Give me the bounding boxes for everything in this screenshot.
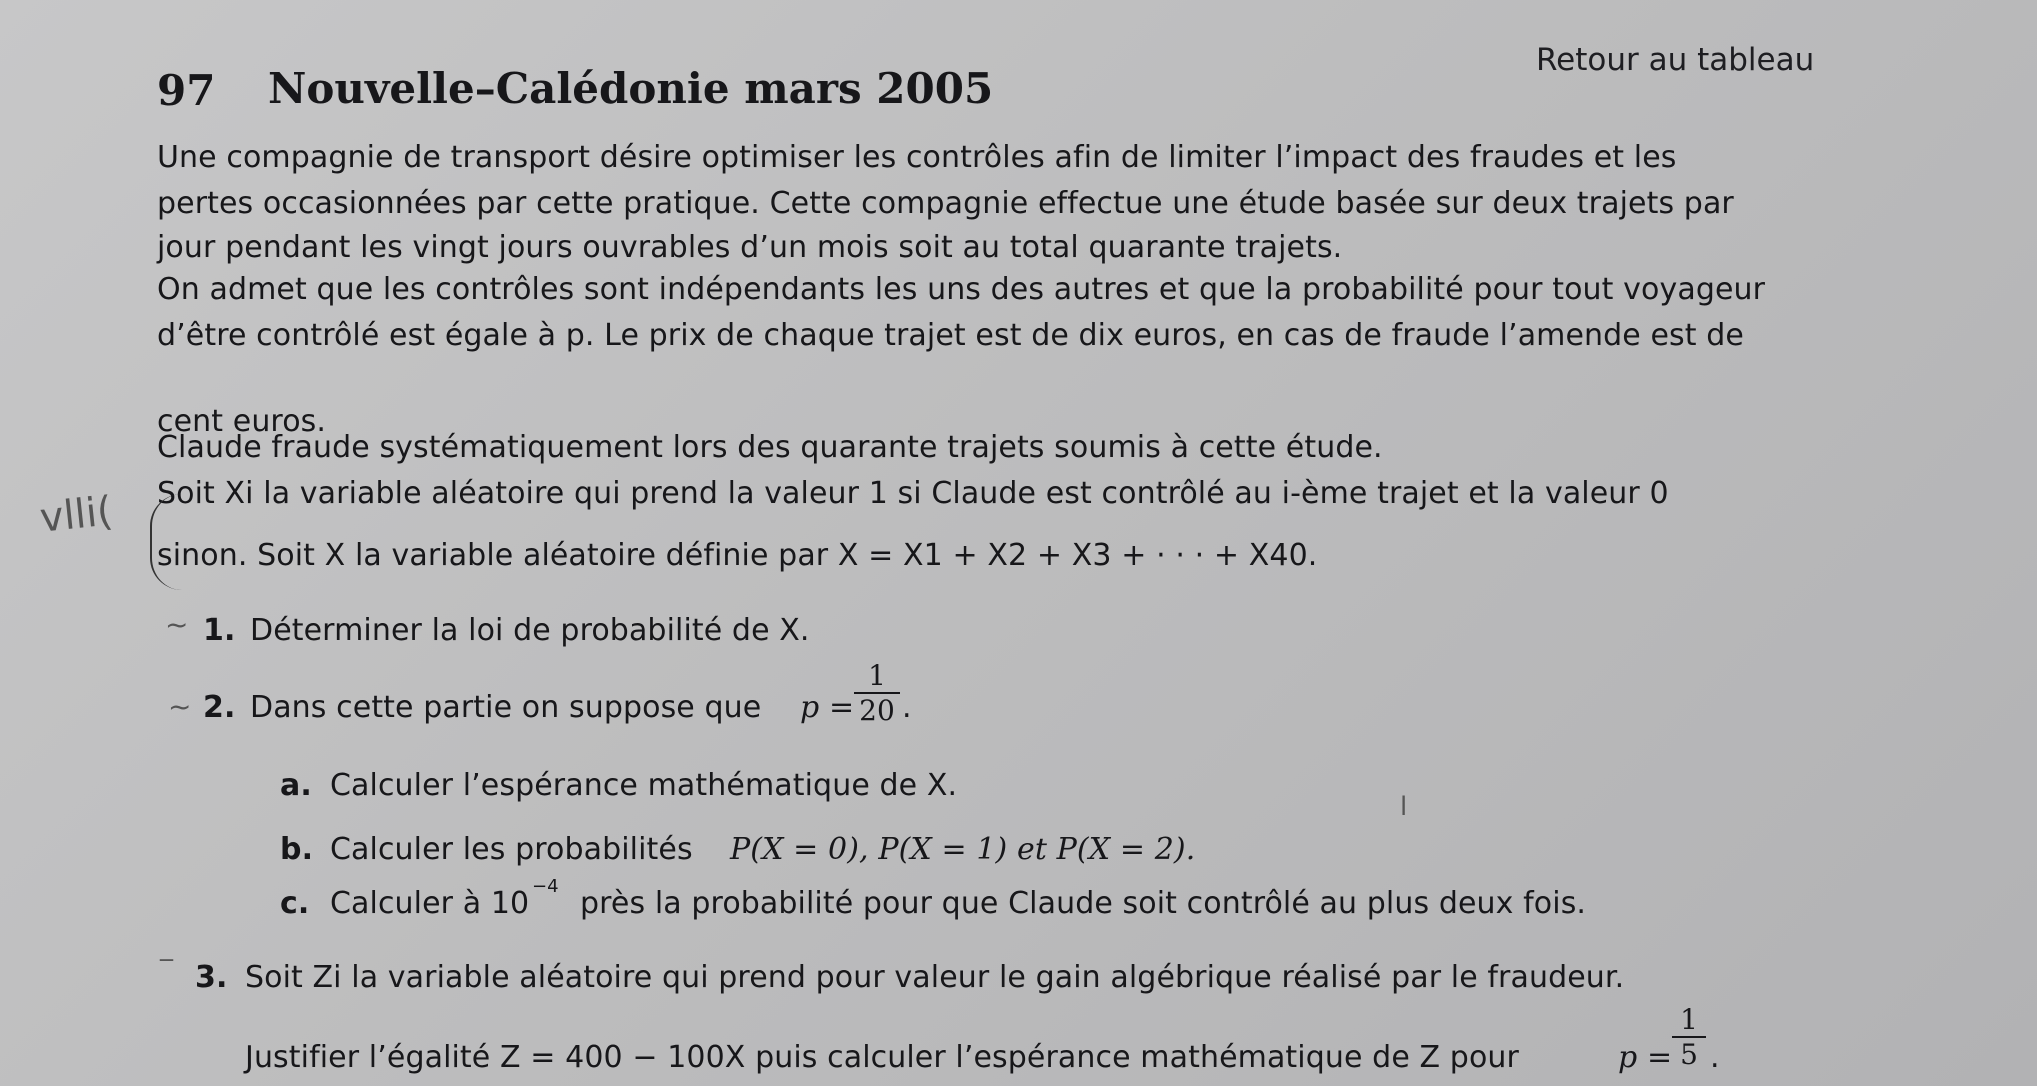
intro-line-3: jour pendant les vingt jours ouvrables d’un mois soit au total quarante trajets. <box>157 230 1343 265</box>
question-3-text: Soit Zi la variable aléatoire qui prend pour valeur le gain algébrique réalisé par le fraudeur. <box>245 960 1625 995</box>
question-3-period: . <box>1710 1040 1720 1075</box>
intro-line-2: pertes occasionnées par cette pratique. Cette compagnie effectue une étude basée sur deux trajets par <box>157 186 1734 221</box>
question-2b-text: Calculer les probabilités <box>330 832 693 867</box>
question-3-number: 3. <box>195 960 228 995</box>
intro-line-7: Claude fraude systématiquement lors des quarante trajets soumis à cette étude. <box>157 430 1383 465</box>
question-3-line-2: Justifier l’égalité Z = 400 − 100X puis calculer l’espérance mathématique de Z pour <box>245 1040 1519 1075</box>
question-2-fraction-denominator: 20 <box>859 694 895 727</box>
question-3-fraction-denominator: 5 <box>1680 1038 1698 1071</box>
question-3-fraction <box>1672 1004 1706 1072</box>
intro-line-5: d’être contrôlé est égale à p. Le prix de chaque trajet est de dix euros, en cas de fraude l’amende est de <box>157 318 1744 353</box>
question-2b-label: b. <box>280 832 314 867</box>
question-1-text: Déterminer la loi de probabilité de X. <box>250 613 810 648</box>
question-2-text: Dans cette partie on suppose que <box>250 690 762 725</box>
intro-line-8: Soit Xi la variable aléatoire qui prend la valeur 1 si Claude est contrôlé au i-ème trajet et la valeur 0 <box>157 476 1669 511</box>
intro-line-9: sinon. Soit X la variable aléatoire définie par X = X1 + X2 + X3 + · · · + X40. <box>157 538 1318 573</box>
handwritten-tick: l <box>1400 792 1408 822</box>
handwritten-dash-1: ~ <box>165 608 189 641</box>
intro-line-6: cent euros. <box>157 404 327 439</box>
question-2c-label: c. <box>280 886 310 921</box>
question-2c-text-after: près la probabilité pour que Claude soit contrôlé au plus deux fois. <box>580 886 1587 921</box>
question-2-p-expression: p = <box>800 690 855 725</box>
question-2-fraction <box>854 660 900 728</box>
handwritten-bracket <box>150 494 182 590</box>
intro-line-1: Une compagnie de transport désire optimiser les contrôles afin de limiter l’impact des fraudes et les <box>157 140 1677 175</box>
question-2b-expression: P(X = 0), P(X = 1) et P(X = 2). <box>730 832 1196 867</box>
question-2c-text-before: Calculer à 10 <box>330 886 530 921</box>
question-3-p-expression: p = <box>1618 1040 1673 1075</box>
back-to-table-link[interactable]: Retour au tableau <box>1536 42 1815 78</box>
question-2-number: 2. <box>203 690 236 725</box>
question-3-fraction-numerator: 1 <box>1680 1003 1698 1036</box>
question-2-fraction-numerator: 1 <box>868 659 886 692</box>
question-2-period: . <box>902 690 912 725</box>
handwritten-margin-note: vlli( <box>37 488 115 542</box>
handwritten-dash-3: ‾ <box>160 956 173 986</box>
question-2a-label: a. <box>280 768 312 803</box>
handwritten-dash-2: ~ <box>168 690 192 723</box>
intro-line-4: On admet que les contrôles sont indépendants les uns des autres et que la probabilité pour tout voyageur <box>157 272 1766 307</box>
question-1-number: 1. <box>203 613 236 648</box>
exercise-number: 97 <box>157 66 216 115</box>
question-2a-text: Calculer l’espérance mathématique de X. <box>330 768 958 803</box>
exercise-title: Nouvelle–Calédonie mars 2005 <box>268 64 994 113</box>
question-2c-exponent: −4 <box>532 876 559 897</box>
